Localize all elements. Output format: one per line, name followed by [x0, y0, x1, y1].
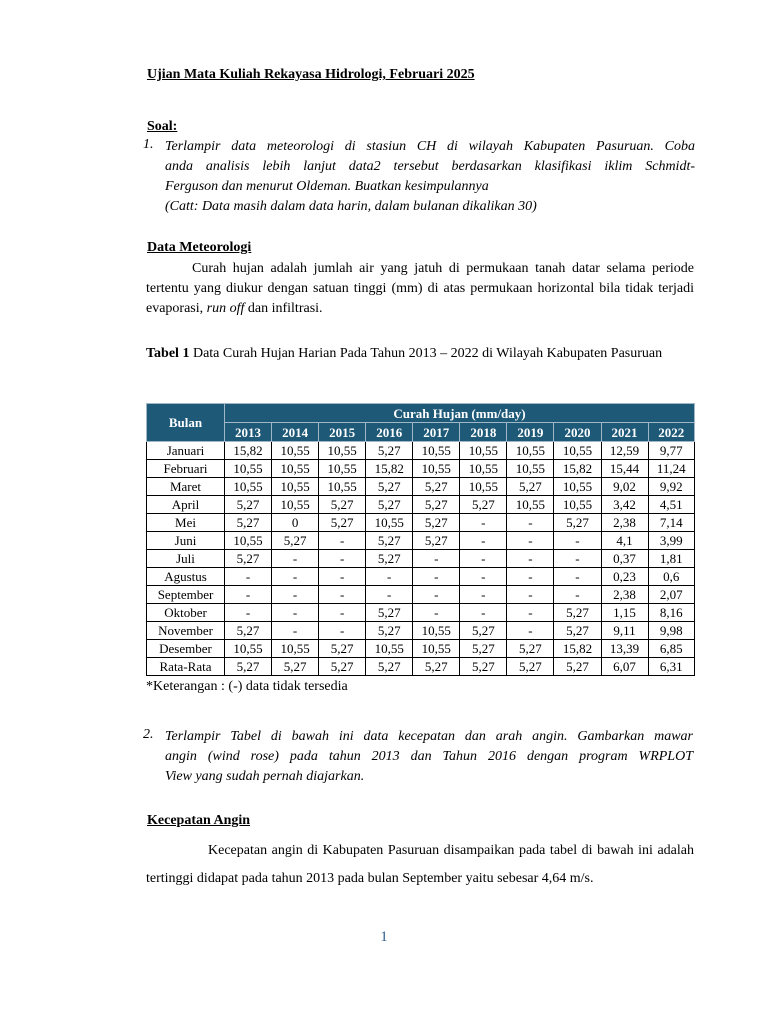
value-cell: 5,27	[554, 658, 601, 676]
value-cell: 15,82	[554, 640, 601, 658]
table-row	[147, 604, 695, 622]
value-cell: 5,27	[366, 532, 413, 550]
table-row	[147, 532, 695, 550]
table-row	[147, 550, 695, 568]
value-cell: 9,11	[601, 622, 648, 640]
value-cell: 2,38	[601, 586, 648, 604]
meteo-text-before: Curah hujan adalah jumlah air yang jatuh di permukaan tanah datar selama periode tertentu yang diukur dengan satuan tinggi (mm) di atas permukaan horizontal bila tidak terjadi evaporasi,	[146, 261, 694, 316]
value-cell: -	[554, 550, 601, 568]
table-row	[147, 478, 695, 496]
value-cell: -	[460, 514, 507, 532]
value-cell: 5,27	[319, 640, 366, 658]
value-cell: 10,55	[460, 478, 507, 496]
table-row	[147, 460, 695, 478]
table-row	[147, 442, 695, 460]
value-cell: -	[366, 568, 413, 586]
value-cell: 6,85	[648, 640, 694, 658]
value-cell: -	[272, 568, 319, 586]
month-cell: Mei	[147, 514, 225, 532]
value-cell: 10,55	[460, 442, 507, 460]
month-cell: Juni	[147, 532, 225, 550]
value-cell: -	[319, 568, 366, 586]
value-cell: 10,55	[507, 460, 554, 478]
value-cell: 10,55	[554, 442, 601, 460]
value-cell: -	[507, 532, 554, 550]
month-cell: Agustus	[147, 568, 225, 586]
value-cell: 5,27	[272, 658, 319, 676]
value-cell: 0,23	[601, 568, 648, 586]
value-cell: 5,27	[413, 496, 460, 514]
value-cell: -	[225, 586, 272, 604]
value-cell: -	[319, 550, 366, 568]
value-cell: 10,55	[225, 460, 272, 478]
value-cell: 5,27	[366, 622, 413, 640]
value-cell: 15,82	[554, 460, 601, 478]
value-cell: 2,38	[601, 514, 648, 532]
month-cell: Desember	[147, 640, 225, 658]
value-cell: -	[366, 586, 413, 604]
table-row	[147, 658, 695, 676]
value-cell: 1,81	[648, 550, 694, 568]
value-cell: 5,27	[225, 622, 272, 640]
value-cell: -	[413, 550, 460, 568]
value-cell: 6,07	[601, 658, 648, 676]
value-cell: 9,77	[648, 442, 694, 460]
table-row	[147, 514, 695, 532]
table-caption-label: Tabel 1	[146, 346, 190, 361]
value-cell: 10,55	[554, 496, 601, 514]
exam-title: Ujian Mata Kuliah Rekayasa Hidrologi, Februari 2025	[147, 67, 475, 82]
value-cell: 5,27	[460, 622, 507, 640]
table-row	[147, 640, 695, 658]
value-cell: 0,6	[648, 568, 694, 586]
value-cell: -	[507, 622, 554, 640]
question-1-line: Terlampir data meteorologi di stasiun CH di wilayah Kabupaten Pasuruan. Coba	[165, 139, 695, 154]
value-cell: 5,27	[225, 514, 272, 532]
value-cell: 10,55	[272, 478, 319, 496]
value-cell: -	[460, 532, 507, 550]
page-number: 1	[380, 929, 388, 945]
table-row	[147, 586, 695, 604]
value-cell: -	[413, 586, 460, 604]
value-cell: 10,55	[225, 532, 272, 550]
value-cell: -	[225, 568, 272, 586]
value-cell: 10,55	[319, 442, 366, 460]
value-cell: -	[319, 532, 366, 550]
value-cell: 4,1	[601, 532, 648, 550]
value-cell: 8,16	[648, 604, 694, 622]
question-1-line: anda analisis lebih lanjut data2 tersebut berdasarkan klasifikasi iklim Schmidt-	[165, 159, 695, 174]
value-cell: 5,27	[460, 496, 507, 514]
question-1-text	[165, 137, 695, 217]
wind-heading: Kecepatan Angin	[147, 813, 251, 828]
value-cell: 11,24	[648, 460, 694, 478]
value-cell: 10,55	[225, 478, 272, 496]
value-cell: 5,27	[507, 658, 554, 676]
table-row	[147, 622, 695, 640]
rainfall-table	[146, 403, 695, 676]
table-row	[147, 496, 695, 514]
value-cell: 5,27	[319, 514, 366, 532]
question-1-line: Ferguson dan menurut Oldeman. Buatkan kesimpulannya	[165, 179, 489, 194]
month-cell: Februari	[147, 460, 225, 478]
table-row	[147, 568, 695, 586]
value-cell: 5,27	[413, 478, 460, 496]
value-cell: -	[460, 568, 507, 586]
value-cell: -	[272, 586, 319, 604]
meteo-text-after: dan infiltrasi.	[244, 301, 323, 316]
value-cell: 10,55	[554, 478, 601, 496]
year-header: 2022	[648, 423, 694, 442]
value-cell: 10,55	[366, 514, 413, 532]
value-cell: 5,27	[460, 658, 507, 676]
value-cell: 7,14	[648, 514, 694, 532]
value-cell: 15,82	[366, 460, 413, 478]
value-cell: -	[413, 568, 460, 586]
value-cell: -	[554, 568, 601, 586]
value-cell: 2,07	[648, 586, 694, 604]
value-cell: -	[507, 586, 554, 604]
question-2-number: 2.	[143, 727, 154, 742]
value-cell: 5,27	[366, 604, 413, 622]
value-cell: 10,55	[225, 640, 272, 658]
value-cell: 5,27	[507, 640, 554, 658]
value-cell: 10,55	[413, 460, 460, 478]
column-header-bulan: Bulan	[147, 404, 225, 442]
value-cell: 10,55	[319, 460, 366, 478]
value-cell: 10,55	[272, 442, 319, 460]
value-cell: -	[225, 604, 272, 622]
question-1-number: 1.	[143, 137, 154, 152]
year-header: 2015	[319, 423, 366, 442]
rainfall-table-body	[147, 442, 695, 676]
question-2-line: angin (wind rose) pada tahun 2013 dan Tahun 2016 dengan program WRPLOT	[165, 749, 693, 764]
value-cell: 9,92	[648, 478, 694, 496]
value-cell: 5,27	[554, 604, 601, 622]
month-cell: April	[147, 496, 225, 514]
value-cell: 10,55	[507, 496, 554, 514]
value-cell: 5,27	[272, 532, 319, 550]
table-caption-text: Data Curah Hujan Harian Pada Tahun 2013 – 2022 di Wilayah Kabupaten Pasuruan	[189, 346, 663, 361]
value-cell: 5,27	[366, 478, 413, 496]
value-cell: 10,55	[272, 460, 319, 478]
value-cell: 4,51	[648, 496, 694, 514]
meteo-paragraph	[146, 259, 694, 319]
value-cell: 9,98	[648, 622, 694, 640]
question-2-line: Terlampir Tabel di bawah ini data kecepatan dan arah angin. Gambarkan mawar	[165, 729, 693, 744]
value-cell: 5,27	[366, 496, 413, 514]
value-cell: 5,27	[554, 622, 601, 640]
value-cell: -	[319, 622, 366, 640]
wind-paragraph: Kecepatan angin di Kabupaten Pasuruan disampaikan pada tabel di bawah ini adalah tertinggi didapat pada tahun 2013 pada bulan September yaitu sebesar 4,64 m/s.	[146, 843, 694, 886]
value-cell: -	[507, 514, 554, 532]
value-cell: 10,55	[460, 460, 507, 478]
value-cell: -	[554, 532, 601, 550]
year-header: 2021	[601, 423, 648, 442]
value-cell: -	[507, 568, 554, 586]
value-cell: 10,55	[413, 640, 460, 658]
value-cell: -	[319, 604, 366, 622]
table-note: *Keterangan : (-) data tidak tersedia	[146, 679, 348, 694]
value-cell: 9,02	[601, 478, 648, 496]
value-cell: 15,44	[601, 460, 648, 478]
year-header: 2016	[366, 423, 413, 442]
value-cell: 10,55	[272, 496, 319, 514]
year-header: 2020	[554, 423, 601, 442]
month-cell: Oktober	[147, 604, 225, 622]
column-header-curah-hujan: Curah Hujan (mm/day)	[225, 404, 695, 423]
value-cell: 5,27	[413, 532, 460, 550]
value-cell: 5,27	[413, 514, 460, 532]
value-cell: 5,27	[554, 514, 601, 532]
value-cell: -	[319, 586, 366, 604]
year-header: 2014	[272, 423, 319, 442]
value-cell: 10,55	[366, 640, 413, 658]
value-cell: 5,27	[366, 658, 413, 676]
value-cell: -	[413, 604, 460, 622]
value-cell: 10,55	[272, 640, 319, 658]
month-cell: Rata-Rata	[147, 658, 225, 676]
question-2-text	[165, 727, 693, 787]
value-cell: 15,82	[225, 442, 272, 460]
value-cell: 10,55	[413, 442, 460, 460]
value-cell: 5,27	[460, 640, 507, 658]
value-cell: 3,99	[648, 532, 694, 550]
value-cell: 10,55	[413, 622, 460, 640]
value-cell: -	[272, 604, 319, 622]
value-cell: 0,37	[601, 550, 648, 568]
year-header-row	[147, 423, 695, 442]
value-cell: 5,27	[366, 550, 413, 568]
value-cell: 6,31	[648, 658, 694, 676]
value-cell: -	[554, 586, 601, 604]
value-cell: -	[460, 550, 507, 568]
value-cell: -	[272, 550, 319, 568]
value-cell: 5,27	[366, 442, 413, 460]
question-2-line: View yang sudah pernah diajarkan.	[165, 769, 365, 784]
month-cell: September	[147, 586, 225, 604]
value-cell: 10,55	[507, 442, 554, 460]
month-cell: Maret	[147, 478, 225, 496]
value-cell: -	[460, 586, 507, 604]
meteo-heading: Data Meteorologi	[147, 240, 252, 255]
question-1-line: (Catt: Data masih dalam data harin, dalam bulanan dikalikan 30)	[165, 199, 537, 214]
value-cell: 5,27	[319, 658, 366, 676]
year-header: 2013	[225, 423, 272, 442]
table-caption	[146, 345, 694, 363]
value-cell: 5,27	[319, 496, 366, 514]
year-header: 2018	[460, 423, 507, 442]
value-cell: 3,42	[601, 496, 648, 514]
value-cell: 1,15	[601, 604, 648, 622]
value-cell: -	[507, 604, 554, 622]
value-cell: 5,27	[225, 496, 272, 514]
soal-heading: Soal:	[147, 119, 178, 134]
value-cell: 12,59	[601, 442, 648, 460]
month-cell: Juli	[147, 550, 225, 568]
month-cell: Januari	[147, 442, 225, 460]
value-cell: 5,27	[507, 478, 554, 496]
value-cell: -	[507, 550, 554, 568]
value-cell: 5,27	[225, 658, 272, 676]
month-cell: November	[147, 622, 225, 640]
meteo-text-italic: run off	[206, 301, 245, 316]
value-cell: 5,27	[225, 550, 272, 568]
value-cell: 0	[272, 514, 319, 532]
year-header: 2019	[507, 423, 554, 442]
value-cell: 10,55	[319, 478, 366, 496]
value-cell: -	[460, 604, 507, 622]
year-header: 2017	[413, 423, 460, 442]
value-cell: -	[272, 622, 319, 640]
value-cell: 5,27	[413, 658, 460, 676]
value-cell: 13,39	[601, 640, 648, 658]
